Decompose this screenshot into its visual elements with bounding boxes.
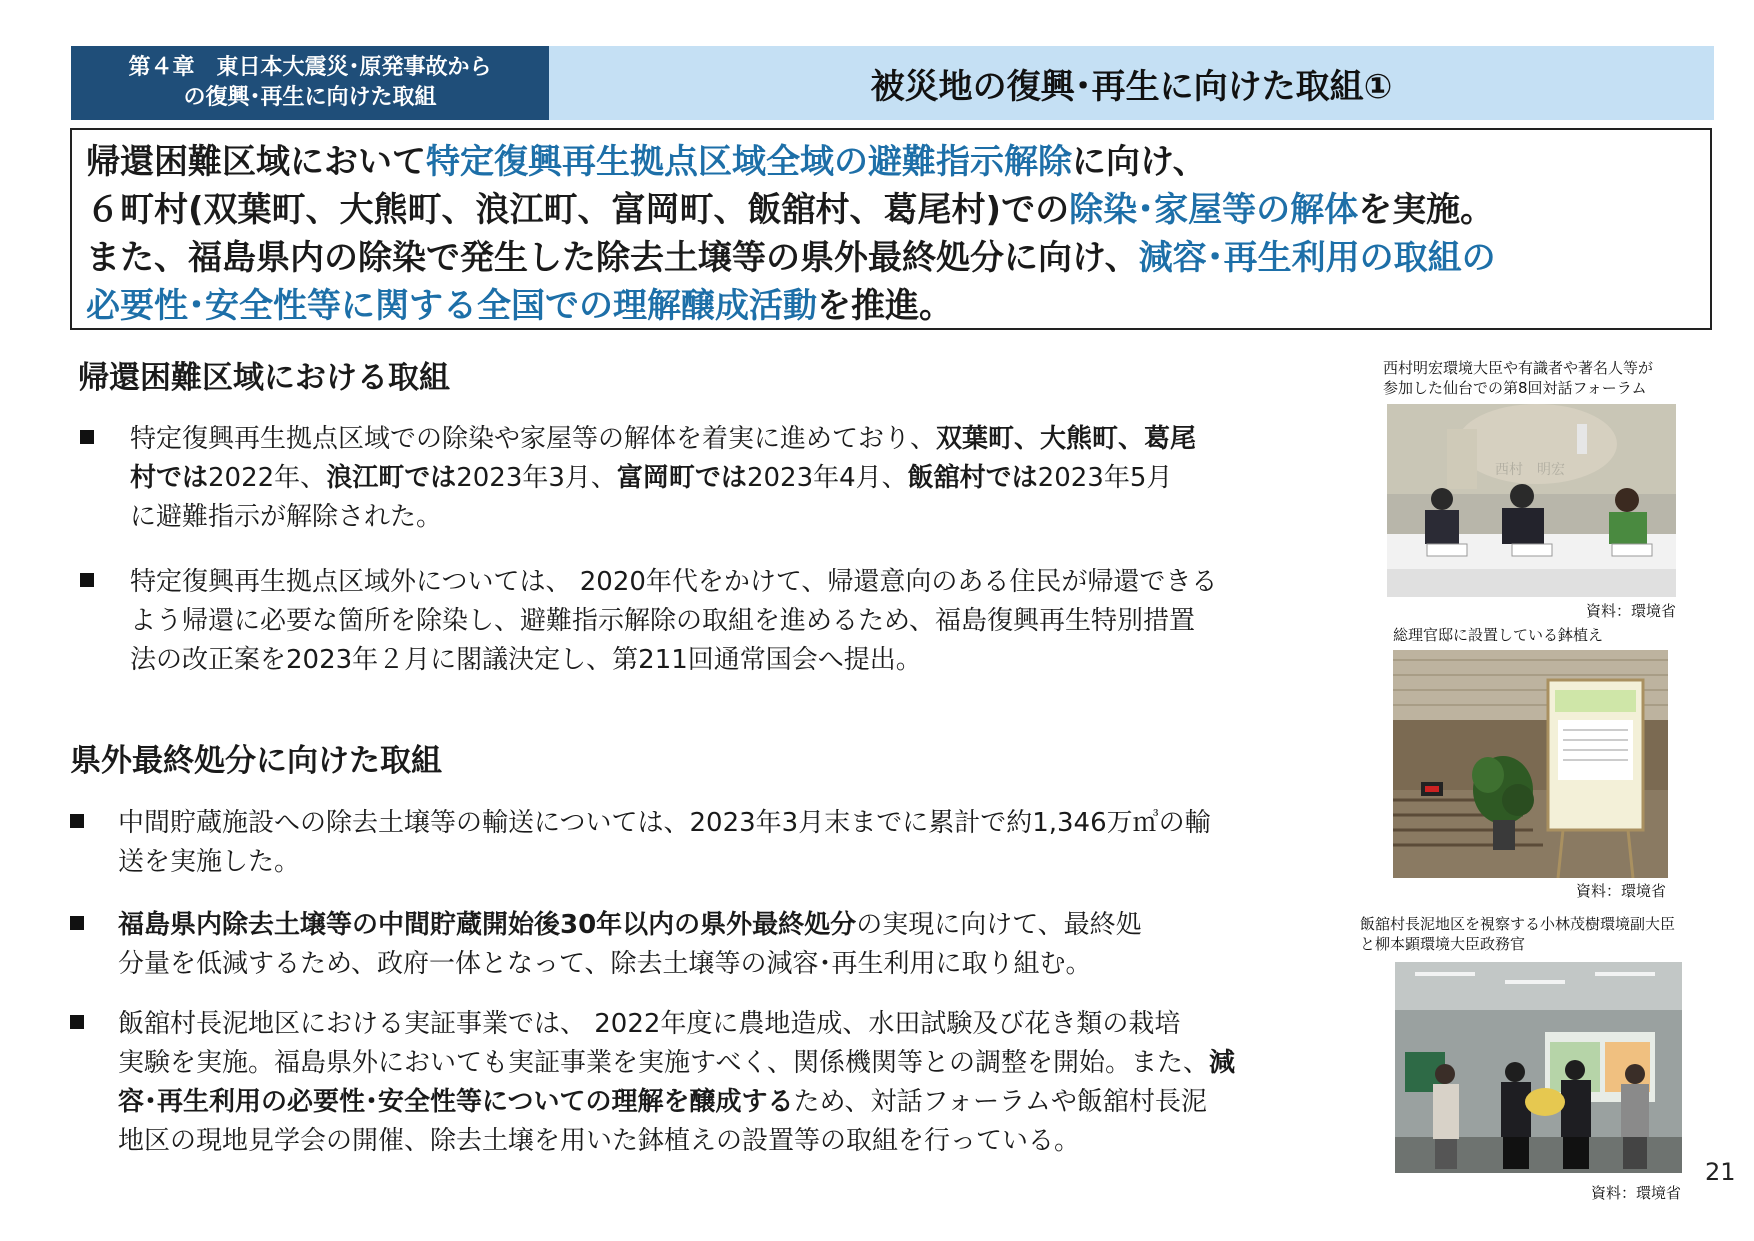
bullet-text: ため、対話フォーラムや飯舘村長泥 [793,1087,1207,1117]
bullet-text-bold: 浪江町では [326,463,457,493]
summary-text: に向け、 [1072,142,1207,182]
photo-caption [1360,914,1740,954]
section-heading-return-zone: 帰還困難区域における取組 [78,360,450,396]
chapter-line-1: 第４章 東日本大震災･原発事故から [128,55,492,80]
site-visit-photo [1395,962,1682,1173]
summary-highlight: 減容･再生利用の取組の [1138,238,1496,278]
bullet-text: 2022年、 [208,463,327,493]
potted-plant-photo [1393,650,1668,878]
chapter-label [71,46,549,120]
photo-source: 資料：環境省 [1590,1184,1681,1202]
bullet-item [80,420,1340,537]
bullet-text-bold: 飯舘村では [907,463,1038,493]
summary-text: を推進。 [817,286,953,326]
bullet-marker [70,916,84,930]
bullet-marker [70,1015,84,1029]
bullet-item [70,1005,1340,1161]
caption-line: と柳本顕環境大臣政務官 [1360,935,1526,953]
bullet-text: よう帰還に必要な箇所を除染し、避難指示解除の取組を進めるため、福島復興再生特別措置 [130,606,1195,636]
bullet-text: 飯舘村長泥地区における実証事業では、 2022年度に農地造成、水田試験及び花き類の栽培 [118,1009,1181,1039]
bullet-text-bold: 容･再生利用の必要性･安全性等についての理解を醸成する [118,1087,794,1117]
summary-text: ６町村(双葉町、大熊町、浪江町、富岡町、飯舘村、葛尾村)での [86,190,1070,230]
summary-text: また、福島県内の除染で発生した除去土壌等の県外最終処分に向け、 [86,238,1139,278]
bullet-text-bold: 福島県内除去土壌等の中間貯蔵開始後30年以内の県外最終処分 [118,910,857,940]
bullet-marker [80,430,94,444]
caption-line: 参加した仙台での第8回対話フォーラム [1383,379,1647,397]
bullet-text: の実現に向けて、最終処 [856,910,1142,940]
bullet-text: 法の改正案を2023年２月に閣議決定し、第211回通常国会へ提出。 [130,645,922,675]
summary-line-3 [86,234,1696,282]
bullet-text: 中間貯蔵施設への除去土壌等の輸送については、2023年3月末までに累計で約1,346万㎥の輸 [118,808,1211,838]
section-heading-final-disposal: 県外最終処分に向けた取組 [70,743,442,779]
summary-highlight: 除染･家屋等の解体 [1069,190,1359,230]
bullet-text: 2023年3月、 [456,463,617,493]
bullet-text: 特定復興再生拠点区域外については、 2020年代をかけて、帰還意向のある住民が帰還できる [130,567,1218,597]
title-bar [549,46,1714,120]
bullet-text: 分量を低減するため、政府一体となって、除去土壌等の減容･再生利用に取り組む。 [118,949,1092,979]
bullet-item [70,906,1340,984]
summary-text: を実施。 [1358,190,1495,230]
summary-line-1 [86,138,1696,186]
bullet-text: 2023年5月 [1037,463,1173,493]
summary-text: 帰還困難区域において [86,142,426,182]
summary-box [70,128,1712,330]
bullet-marker [70,814,84,828]
summary-highlight: 特定復興再生拠点区域全域の避難指示解除 [426,142,1072,182]
summary-line-4 [86,282,1696,330]
summary-highlight: 必要性･安全性等に関する全国での理解醸成活動 [86,286,817,326]
bullet-text-bold: 村では [130,463,209,493]
photo-caption [1383,358,1713,398]
bullet-text-bold: 双葉町、大熊町、葛尾 [936,424,1197,454]
photo-source: 資料：環境省 [1585,602,1676,620]
bullet-item [80,563,1340,680]
bullet-text-bold: 富岡町では [616,463,747,493]
photo-caption: 総理官邸に設置している鉢植え [1393,626,1604,644]
bullet-text: に避難指示が解除された。 [130,502,443,532]
page-number: 21 [1705,1158,1736,1186]
bullet-text: 送を実施した。 [118,847,301,877]
bullet-marker [80,573,94,587]
bullet-text: 特定復興再生拠点区域での除染や家屋等の解体を着実に進めており、 [130,424,937,454]
bullet-text: 2023年4月、 [746,463,908,493]
photo-source: 資料：環境省 [1575,882,1666,900]
chapter-line-2: の復興･再生に向けた取組 [183,85,437,110]
forum-photo [1387,404,1676,597]
caption-line: 西村明宏環境大臣や有識者や著名人等が [1383,359,1654,377]
bullet-item [70,804,1340,882]
caption-line: 飯舘村長泥地区を視察する小林茂樹環境副大臣 [1360,915,1676,933]
bullet-text: 実験を実施。福島県外においても実証事業を実施すべく、関係機関等との調整を開始。また、 [118,1048,1209,1078]
nameplate-text: 西村 明宏 [1495,462,1565,478]
bullet-text: 地区の現地見学会の開催、除去土壌を用いた鉢植えの設置等の取組を行っている。 [118,1126,1081,1156]
bullet-text-bold: 減 [1208,1048,1235,1078]
summary-line-2 [86,186,1696,234]
page-title: 被災地の復興･再生に向けた取組① [870,66,1393,107]
